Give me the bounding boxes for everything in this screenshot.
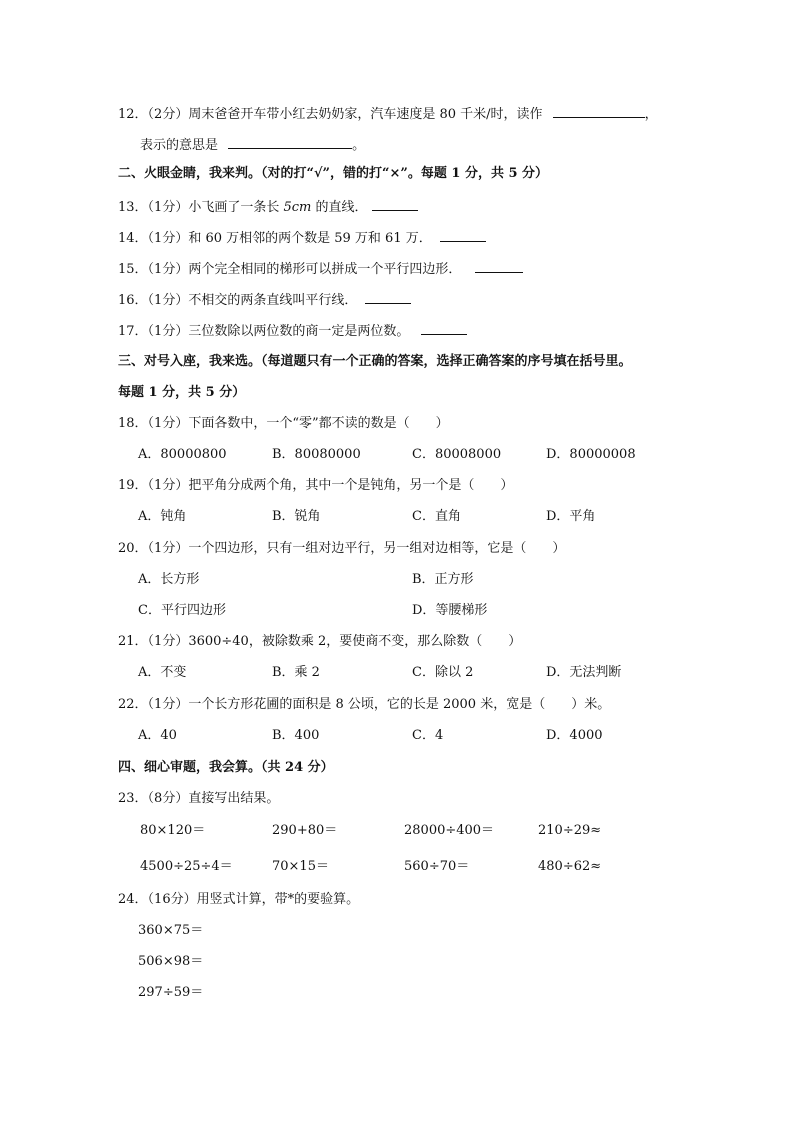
option-a[interactable]: A．不变 — [138, 665, 187, 680]
option-b[interactable]: B．锐角 — [272, 509, 321, 524]
question-12-line-2: 表示的意思是 。 — [140, 134, 365, 156]
option-d[interactable]: D．80000008 — [546, 447, 636, 462]
option-a[interactable]: A．长方形 — [138, 572, 200, 587]
question-15: 15．（1分）两个完全相同的梯形可以拼成一个平行四边形． — [118, 258, 523, 280]
question-14: 14．（1分）和 60 万相邻的两个数是 59 万和 61 万． — [118, 227, 486, 249]
option-d[interactable]: D．平角 — [546, 509, 596, 524]
question-20: 20．（1分）一个四边形，只有一组对边平行，另一组对边相等，它是（ ） — [118, 541, 566, 556]
option-c[interactable]: C．除以 2 — [412, 665, 474, 680]
question-22: 22．（1分）一个长方形花圃的面积是 8 公顷，它的长是 2000 米，宽是（ ）米。 — [118, 697, 611, 712]
option-b[interactable]: B．80080000 — [272, 447, 361, 462]
question-18-options — [138, 445, 698, 465]
calc-item: 80×120＝ — [140, 823, 206, 838]
question-22-options — [138, 726, 698, 746]
answer-blank-13[interactable] — [372, 196, 418, 211]
question-12-line-1: 12．（2分）周末爸爸开车带小红去奶奶家，汽车速度是 80 千米/时，读作 ， — [118, 103, 658, 125]
calc-item: 290+80＝ — [272, 823, 338, 838]
question-17: 17．（1分）三位数除以两位数的商一定是两位数。 — [118, 320, 467, 342]
answer-blank-12a[interactable] — [553, 103, 645, 118]
answer-blank-16[interactable] — [365, 289, 411, 304]
question-12-text: 12．（2分）周末爸爸开车带小红去奶奶家，汽车速度是 80 千米/时，读作 — [118, 107, 543, 122]
answer-blank-12b[interactable] — [228, 134, 352, 149]
option-b[interactable]: B．乘 2 — [272, 665, 320, 680]
section-4-title: 四、细心审题，我会算。（共 24 分） — [118, 760, 334, 775]
option-c[interactable]: C．平行四边形 — [138, 603, 226, 618]
question-20-options-row-2 — [138, 601, 698, 621]
calc-item: 4500÷25÷4＝ — [140, 859, 233, 874]
option-c[interactable]: C．4 — [412, 728, 444, 743]
answer-blank-17[interactable] — [421, 320, 467, 335]
option-a[interactable]: A．40 — [138, 728, 177, 743]
option-a[interactable]: A．钝角 — [138, 509, 187, 524]
calc-item: 210÷29≈ — [538, 823, 602, 838]
option-b[interactable]: B．正方形 — [412, 572, 474, 587]
question-16: 16．（1分）不相交的两条直线叫平行线． — [118, 289, 411, 311]
calc-item: 28000÷400＝ — [404, 823, 495, 838]
vertical-calc-item: 297÷59＝ — [138, 985, 204, 1000]
option-d[interactable]: D．4000 — [546, 728, 603, 743]
calc-item: 560÷70＝ — [404, 859, 470, 874]
question-12-text-2: 表示的意思是 — [140, 138, 219, 153]
vertical-calc-item: 506×98＝ — [138, 954, 204, 969]
question-19-options — [138, 507, 698, 527]
section-2-title: 二、火眼金睛，我来判。（对的打“√”，错的打“×”。每题 1 分，共 5 分） — [118, 166, 549, 181]
answer-blank-14[interactable] — [440, 227, 486, 242]
option-a[interactable]: A．80000800 — [138, 447, 227, 462]
option-c[interactable]: C．80008000 — [412, 447, 502, 462]
question-20-options-row-1 — [138, 570, 698, 590]
option-d[interactable]: D．等腰梯形 — [412, 603, 488, 618]
section-3-title-line-2: 每题 1 分，共 5 分） — [118, 385, 246, 400]
vertical-calc-item: 360×75＝ — [138, 923, 204, 938]
question-13: 13．（1分）小飞画了一条长 5cm 的直线． — [118, 196, 418, 218]
calc-item: 70×15＝ — [272, 859, 329, 874]
question-18: 18．（1分）下面各数中，一个“零”都不读的数是（ ） — [118, 416, 449, 431]
calc-item: 480÷62≈ — [538, 859, 602, 874]
answer-blank-15[interactable] — [475, 258, 523, 273]
question-21-options — [138, 663, 698, 683]
option-d[interactable]: D．无法判断 — [546, 665, 622, 680]
section-3-title-line-1: 三、对号入座，我来选。（每道题只有一个正确的答案，选择正确答案的序号填在括号里。 — [118, 354, 632, 369]
question-24: 24．（16分）用竖式计算，带*的要验算。 — [118, 892, 360, 907]
option-c[interactable]: C．直角 — [412, 509, 461, 524]
question-23: 23．（8分）直接写出结果。 — [118, 791, 280, 806]
question-21: 21．（1分）3600÷40，被除数乘 2，要使商不变，那么除数（ ） — [118, 634, 522, 649]
option-b[interactable]: B．400 — [272, 728, 320, 743]
question-19: 19．（1分）把平角分成两个角，其中一个是钝角，另一个是（ ） — [118, 478, 514, 493]
